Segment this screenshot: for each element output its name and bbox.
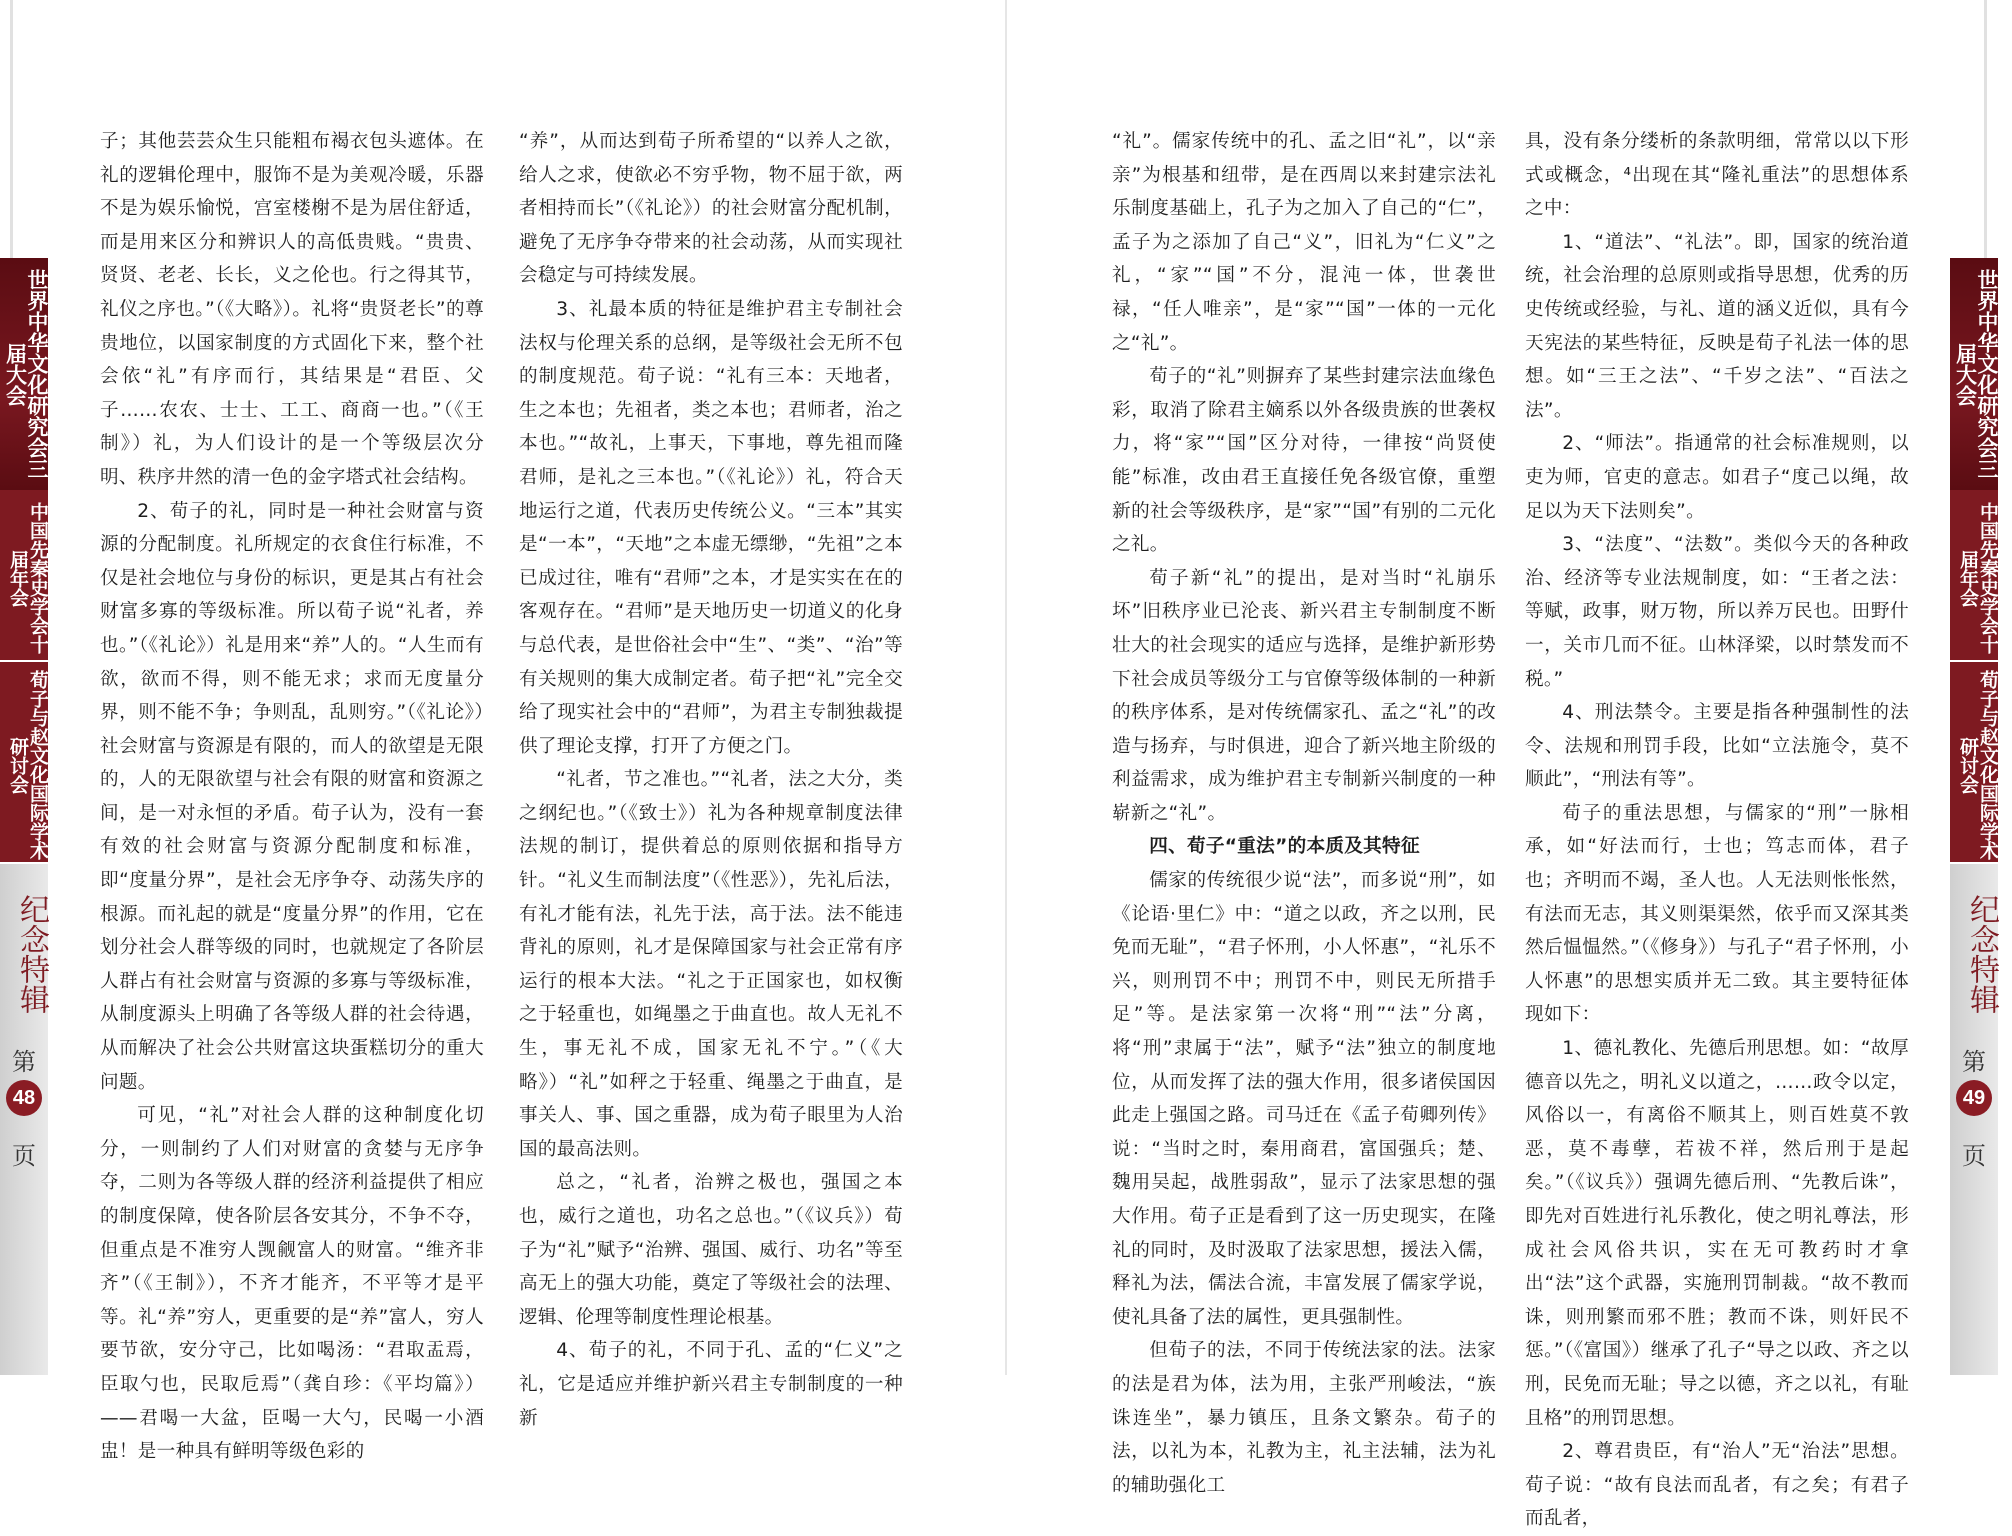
paragraph: 1、“道法”、“礼法”。即，国家的统治道统，社会治理的总原则或指导思想，优秀的历史传统或经验，与礼、道的涵义近似，具有今天宪法的某些特征，反映是荀子礼法一体的思想。如“三王之法”、“千岁之法”、“百法之法”。	[1525, 231, 1909, 421]
text-column-3	[1112, 125, 1496, 1502]
text-column-4	[1525, 125, 1909, 1536]
page-number: 49	[1956, 1080, 1992, 1116]
paragraph: “礼”。儒家传统中的孔、孟之旧“礼”，以“亲亲”为根基和纽带，是在西周以来封建宗法礼乐制度基础上，孔子为之加入了自己的“仁”，孟子为之添加了自己“义”，旧礼为“仁义”之礼，“家”“国”不分，混沌一体，世袭世禄，“任人唯亲”，是“家”“国”一体的一元化之“礼”。	[1112, 131, 1496, 354]
society-banner	[0, 490, 48, 660]
conference-banner	[0, 258, 48, 490]
page-prefix: 第	[1962, 1048, 1986, 1076]
text-column-1	[100, 125, 484, 1469]
paragraph: 但荀子的法，不同于传统法家的法。法家的法是君为体，法为用，主张严刑峻法，“族诛连坐”，暴力镇压，且条文繁杂。荀子的法，以礼为本，礼教为主，礼主法辅，法为礼的辅助强化工	[1112, 1340, 1496, 1496]
section-label: 纪念特辑	[1964, 894, 1999, 1014]
paragraph: 子；其他芸芸众生只能粗布褐衣包头遮体。在礼的逻辑伦理中，服饰不是为美观冷暖，乐器不是为娱乐愉悦，宫室楼榭不是为居住舒适，而是用来区分和辨识人的高低贵贱。“贵贵、贤贤、老老、长长，义之伦也。行之得其节，礼仪之序也。”（《大略》）。礼将“贵贤老长”的尊贵地位，以国家制度的方式固化下来，整个社会依“礼”有序而行，其结果是“君臣、父子……农农、士士、工工、商商一也。”（《王制》）礼，为人们设计的是一个等级层次分明、秩序井然的清一色的金字塔式社会结构。	[100, 131, 484, 488]
page-number: 48	[6, 1080, 42, 1116]
paragraph: 荀子的“礼”则摒弃了某些封建宗法血缘色彩，取消了除君主嫡系以外各级贵族的世袭权力，将“家”“国”区分对待，一律按“尚贤使能”标准，改由君王直接任免各级官僚，重塑新的社会等级秩序，是“家”“国”有别的二元化之礼。	[1112, 366, 1496, 556]
symposium-banner	[1950, 662, 1998, 862]
paragraph: 荀子新“礼”的提出，是对当时“礼崩乐坏”旧秩序业已沦丧、新兴君主专制制度不断壮大的社会现实的适应与选择，是维护新形势下社会成员等级分工与官僚等级体制的一种新的秩序体系，是对传统儒家孔、孟之“礼”的改造与扬弃，与时俱进，迎合了新兴地主阶级的利益需求，成为维护君主专制新兴制度的一种崭新之“礼”。	[1112, 567, 1496, 824]
paragraph: 4、刑法禁令。主要是指各种强制性的法令、法规和刑罚手段，比如“立法施令，莫不顺此”，“刑法有等”。	[1525, 702, 1909, 791]
page-suffix: 页	[1962, 1142, 1986, 1170]
section-label: 纪念特辑	[14, 894, 49, 1014]
tab-rule	[1984, 0, 1987, 258]
conference-title: 世界中华文化研究会三届大会	[3, 269, 50, 479]
conference-title: 世界中华文化研究会三届大会	[1953, 269, 2000, 479]
page-marker	[0, 864, 48, 1375]
page-marker	[1950, 864, 1998, 1375]
paragraph: 3、“法度”、“法数”。类似今天的各种政治、经济等专业法规制度，如：“王者之法：等赋，政事，财万物，所以养万民也。田野什一，关市几而不征。山林泽梁，以时禁发而不税。”	[1525, 534, 1909, 690]
page-prefix: 第	[12, 1048, 36, 1076]
paragraph: 2、“师法”。指通常的社会标准规则，以吏为师，官吏的意志。如君子“度己以绳，故足以为天下法则矣”。	[1525, 433, 1909, 522]
paragraph: 2、尊君贵臣，有“治人”无“治法”思想。荀子说：“故有良法而乱者，有之矣；有君子而乱者，	[1525, 1441, 1909, 1530]
paragraph: 1、德礼教化、先德后刑思想。如：“故厚德音以先之，明礼义以道之，……政令以定，风俗以一，有离俗不顺其上，则百姓莫不敦恶，莫不毒孽，若祓不祥，然后刑于是起矣。”（《议兵》）强调先德后刑、“先教后诛”，即先对百姓进行礼乐教化，使之明礼尊法，形成社会风俗共识，实在无可教药时才拿出“法”这个武器，实施刑罚制裁。“故不教而诛，则刑繁而邪不胜；教而不诛，则奸民不惩。”（《富国》）继承了孔子“导之以政、齐之以刑，民免而无耻；导之以德，齐之以礼，有耻且格”的刑罚思想。	[1525, 1038, 1909, 1429]
left-side-tab	[0, 258, 48, 1375]
paragraph: 4、荀子的礼，不同于孔、孟的“仁义”之礼，它是适应并维护新兴君主专制制度的一种新	[519, 1340, 903, 1429]
section-heading: 四、荀子“重法”的本质及其特征	[1149, 836, 1420, 858]
society-title: 中国先秦史学会十届年会	[7, 502, 49, 654]
tab-rule	[10, 0, 13, 258]
spine-gutter	[1005, 0, 1007, 1375]
right-page	[1006, 0, 2012, 1530]
right-side-tab	[1950, 258, 1998, 1375]
page-suffix: 页	[12, 1142, 36, 1170]
paragraph: “礼者，节之准也。”“礼者，法之大分，类之纲纪也。”（《致士》）礼为各种规章制度法律法规的制订，提供着总的原则依据和指导方针。“礼义生而制法度”（《性恶》），先礼后法，有礼才能有法，礼先于法，高于法。法不能违背礼的原则，礼才是保障国家与社会正常有序运行的根本大法。“礼之于正国家也，如权衡之于轻重也，如绳墨之于曲直也。故人无礼不生，事无礼不成，国家无礼不宁。”（《大略》）“礼”如秤之于轻重、绳墨之于曲直，是事关人、事、国之重器，成为荀子眼里为人治国的最高法则。	[519, 769, 903, 1160]
paragraph: 总之，“礼者，治辨之极也，强国之本也，威行之道也，功名之总也。”（《议兵》）荀子为“礼”赋予“治辨、强国、威行、功名”等至高无上的强大功能，奠定了等级社会的法理、逻辑、伦理等制度性理论根基。	[519, 1172, 903, 1328]
society-title: 中国先秦史学会十届年会	[1957, 502, 1999, 654]
symposium-title: 荀子与赵文化国际学术研讨会	[7, 670, 49, 860]
left-page	[0, 0, 1006, 1463]
paragraph: 2、荀子的礼，同时是一种社会财富与资源的分配制度。礼所规定的衣食住行标准，不仅是社会地位与身份的标识，更是其占有社会财富多寡的等级标准。所以荀子说“礼者，养也。”（《礼论》）礼是用来“养”人的。“人生而有欲，欲而不得，则不能无求；求而无度量分界，则不能不争；争则乱，乱则穷。”（《礼论》）社会财富与资源是有限的，而人的欲望是无限的，人的无限欲望与社会有限的财富和资源之间，是一对永恒的矛盾。荀子认为，没有一套有效的社会财富与资源分配制度和标准，即“度量分界”，是社会无序争夺、动荡失序的根源。而礼起的就是“度量分界”的作用，它在划分社会人群等级的同时，也就规定了各阶层人群占有社会财富与资源的多寡与等级标准，从制度源头上明确了各等级人群的社会待遇，从而解决了社会公共财富这块蛋糕切分的重大问题。	[100, 500, 484, 1093]
symposium-banner	[0, 662, 48, 862]
paragraph: 荀子的重法思想，与儒家的“刑”一脉相承，如“好法而行，士也；笃志而体，君子也；齐明而不竭，圣人也。人无法则怅怅然，有法而无志，其义则渠渠然，依乎而又深其类然后愠愠然。”（《修身》）与孔子“君子怀刑，小人怀惠”的思想实质并无二致。其主要特征体现如下：	[1525, 802, 1909, 1026]
paragraph: 3、礼最本质的特征是维护君主专制社会法权与伦理关系的总纲，是等级社会无所不包的制度规范。荀子说：“礼有三本：天地者，生之本也；先祖者，类之本也；君师者，治之本也。”“故礼，上事天，下事地，尊先祖而隆君师，是礼之三本也。”（《礼论》）礼，符合天地运行之道，代表历史传统公义。“三本”其实是“一本”，“天地”之本虚无缥缈，“先祖”之本已成过往，唯有“君师”之本，才是实实在在的客观存在。“君师”是天地历史一切道义的化身与总代表，是世俗社会中“生”、“类”、“治”等有关规则的集大成制定者。荀子把“礼”完全交给了现实社会中的“君师”，为君主专制独裁提供了理论支撑，打开了方便之门。	[519, 298, 903, 757]
paragraph: 儒家的传统很少说“法”，而多说“刑”，如《论语·里仁》中：“道之以政，齐之以刑，民免而无耻”，“君子怀刑，小人怀惠”，“礼乐不兴，则刑罚不中；刑罚不中，则民无所措手足”等。是法家第一次将“刑”“法”分离，将“刑”隶属于“法”，赋予“法”独立的制度地位，从而发挥了法的强大作用，很多诸侯国因此走上强国之路。司马迁在《孟子荀卿列传》说：“当时之时，秦用商君，富国强兵；楚、魏用吴起，战胜弱敌”，显示了法家思想的强大作用。荀子正是看到了这一历史现实，在隆礼的同时，及时汲取了法家思想，援法入儒，释礼为法，儒法合流，丰富发展了儒家学说，使礼具备了法的属性，更具强制性。	[1112, 870, 1496, 1328]
symposium-title: 荀子与赵文化国际学术研讨会	[1957, 670, 1999, 860]
paragraph: 可见，“礼”对社会人群的这种制度化切分，一则制约了人们对财富的贪婪与无序争夺，二则为各等级人群的经济利益提供了相应的制度保障，使各阶层各安其分，不争不夺，但重点是不准穷人觊觎富人的财富。“维齐非齐”（《王制》），不齐才能齐，不平等才是平等。礼“养”穷人，更重要的是“养”富人，穷人要节欲，安分守己，比如喝汤：“君取盂焉，臣取勺也，民取卮焉”（龚自珍：《平均篇》）——君喝一大盆，臣喝一大勺，民喝一小酒盅！是一种具有鲜明等级色彩的	[100, 1105, 484, 1463]
society-banner	[1950, 490, 1998, 660]
text-column-2	[519, 125, 903, 1435]
conference-banner	[1950, 258, 1998, 490]
paragraph: “养”，从而达到荀子所希望的“以养人之欲，给人之求，使欲必不穷乎物，物不屈于欲，两者相持而长”（《礼论》）的社会财富分配机制，避免了无序争夺带来的社会动荡，从而实现社会稳定与可持续发展。	[519, 131, 903, 287]
paragraph: 具，没有条分缕析的条款明细，常常以以下形式或概念，⁴出现在其“隆礼重法”的思想体系之中：	[1525, 131, 1909, 220]
